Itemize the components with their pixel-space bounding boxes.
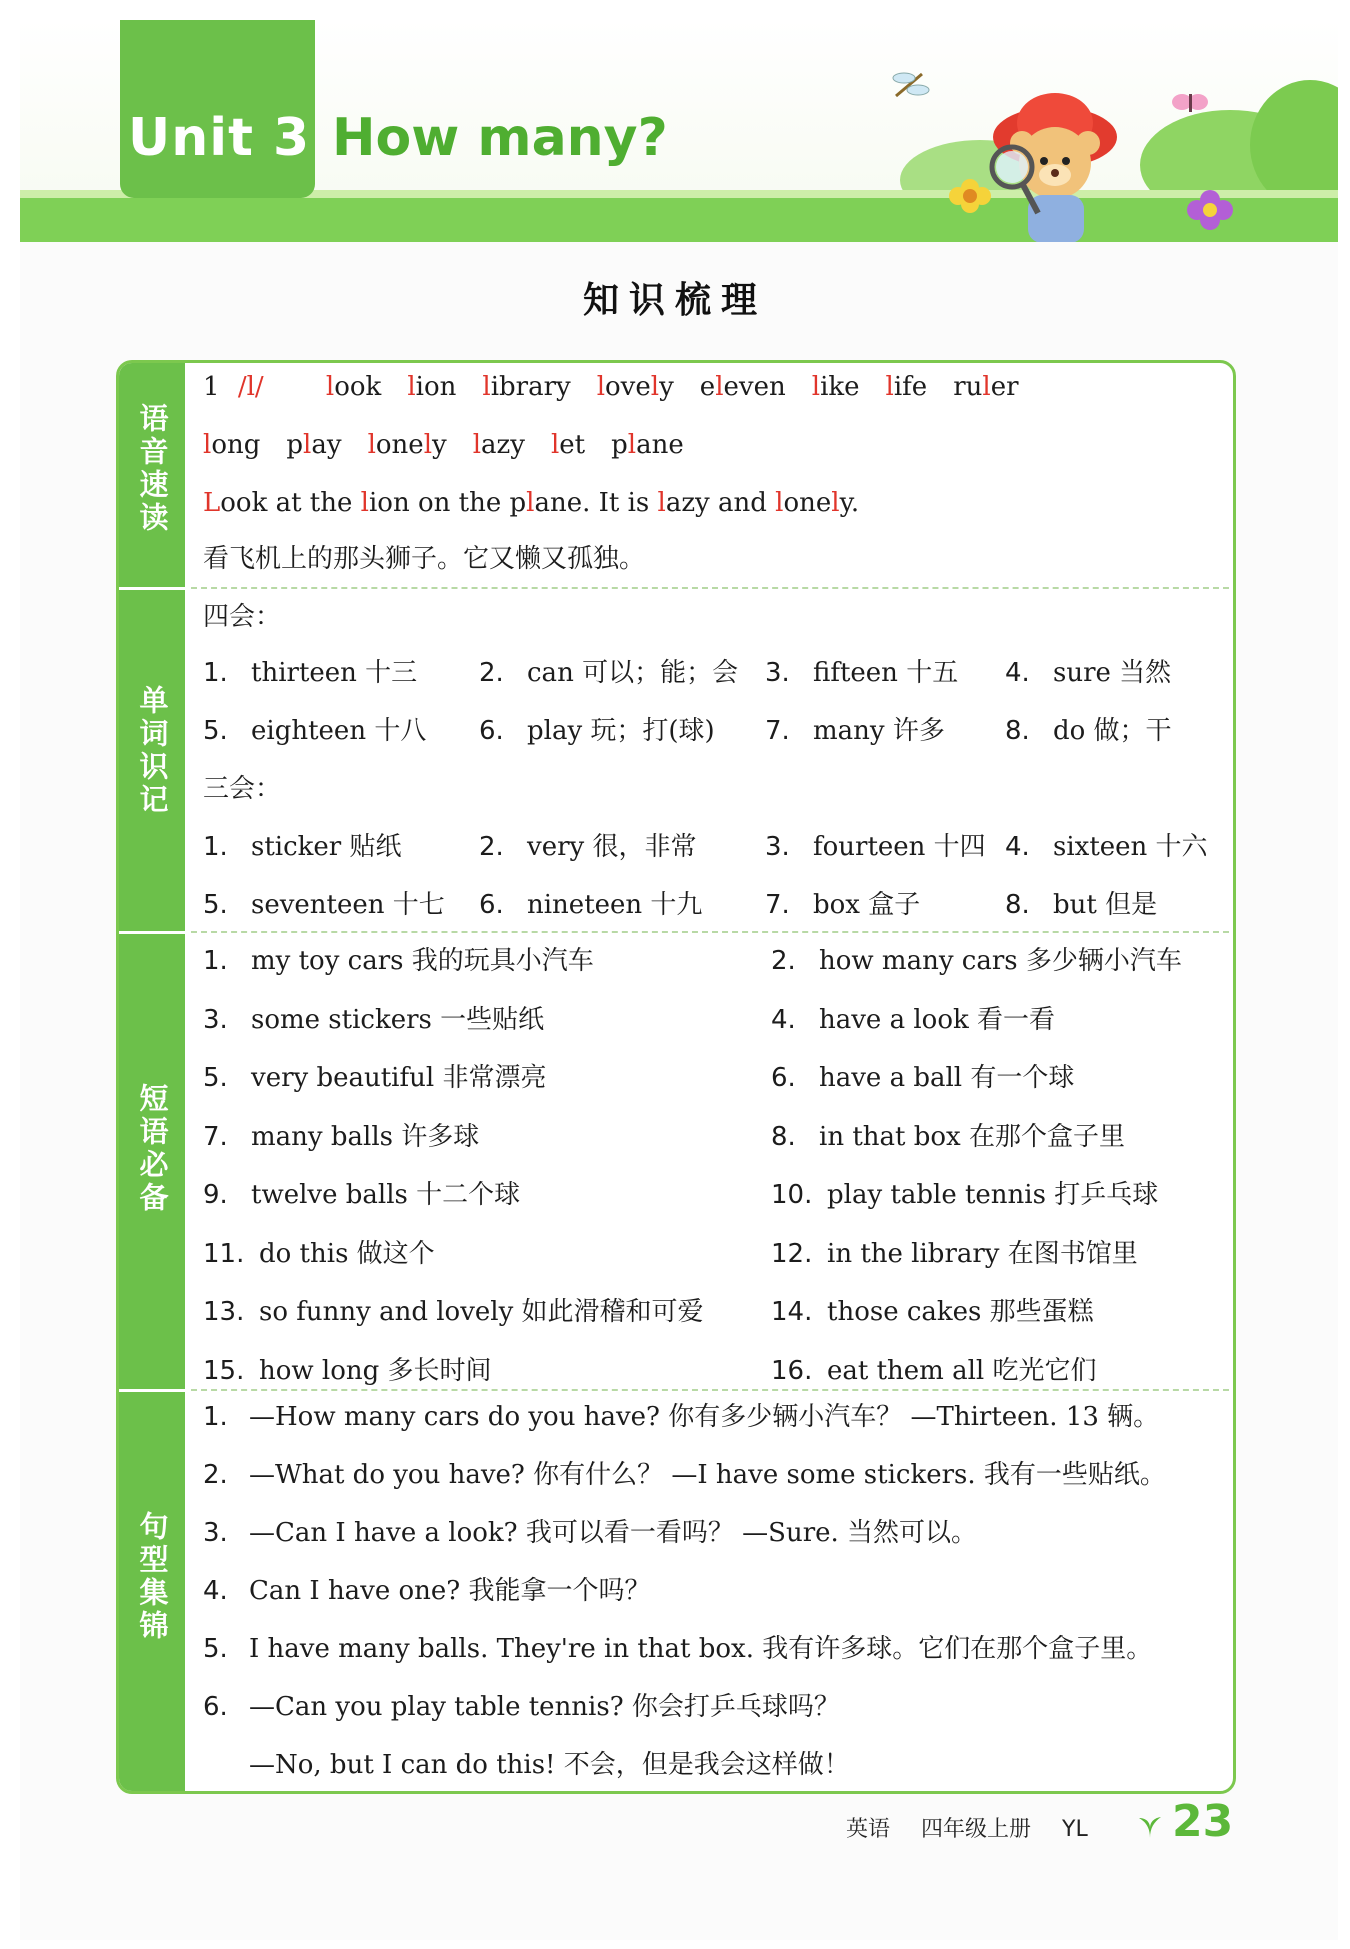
item-text: twelve balls 十二个球: [251, 1180, 521, 1210]
item-number: 5.: [203, 716, 228, 746]
sentence-part: azy and: [665, 488, 776, 518]
item-text: sixteen 十六: [1053, 832, 1208, 862]
phrase-item: [203, 1234, 435, 1274]
footer-edition: YL: [1062, 1817, 1088, 1842]
footer-grade: 四年级上册: [921, 1817, 1032, 1842]
sentence-part: ook at the: [220, 488, 361, 518]
vocab-item: [1005, 711, 1172, 751]
footer-subject: 英语: [846, 1817, 891, 1842]
item-text: eighteen 十八: [251, 716, 427, 746]
vocab-item: [1005, 827, 1208, 867]
sentence-item: [203, 1745, 850, 1785]
phrase-item: [203, 1117, 479, 1157]
phonics-word: [551, 430, 585, 460]
word-part: one: [375, 430, 424, 460]
item-text: sure 当然: [1053, 658, 1172, 688]
word-part: l: [367, 430, 376, 460]
word-part: l: [303, 430, 312, 460]
sentence-item: [203, 1455, 1166, 1495]
word-part: l: [472, 430, 482, 460]
phonics-sentence: [203, 483, 859, 523]
word-part: ay: [311, 430, 342, 460]
item-number: 7.: [203, 1121, 228, 1152]
item-number: 5.: [203, 1634, 228, 1664]
item-text: do this 做这个: [259, 1238, 435, 1269]
item-number: 2.: [479, 832, 504, 862]
item-text: those cakes 那些蛋糕: [827, 1297, 1094, 1327]
item-text: —No, but I can do this! 不会，但是我会这样做！: [249, 1750, 850, 1780]
item-text: some stickers 一些贴纸: [251, 1004, 545, 1035]
phrase-item: [771, 1000, 1055, 1040]
item-text: play table tennis 打乒乓球: [827, 1180, 1159, 1210]
word-part: l: [596, 372, 606, 402]
sentence-part: one: [783, 488, 832, 518]
item-text: very 很，非常: [527, 832, 697, 862]
word-part: l: [203, 430, 212, 460]
butterfly-icon: [1170, 88, 1210, 118]
item-text: have a ball 有一个球: [819, 1063, 1075, 1093]
phonics-word: [326, 372, 381, 402]
item-number: 2.: [771, 946, 796, 976]
word-part: e: [699, 372, 716, 402]
word-part: l: [325, 372, 335, 402]
item-number: 8.: [1005, 890, 1030, 920]
item-number: 3.: [203, 1004, 228, 1035]
phonics-word: [368, 430, 447, 460]
item-text: have a look 看一看: [819, 1004, 1055, 1035]
vocab-item: [1005, 885, 1157, 925]
item-number: 2.: [479, 658, 504, 688]
item-number: 3.: [203, 1518, 228, 1548]
item-number: 7.: [765, 890, 790, 920]
item-number: 9.: [203, 1180, 228, 1210]
phrase-item: [203, 1000, 544, 1040]
item-number: 7.: [765, 716, 790, 746]
sentence-part: y.: [839, 488, 860, 518]
phrase-item: [203, 1351, 492, 1391]
phonics-word: [611, 430, 684, 460]
word-part: p: [286, 430, 304, 460]
phrase-item: [203, 1292, 704, 1332]
word-part: et: [559, 430, 586, 460]
unit-title: How many?: [332, 108, 668, 168]
phrase-item: [771, 941, 1182, 981]
item-number: 4.: [1005, 658, 1030, 688]
item-number: 3.: [765, 658, 790, 688]
item-text: so funny and lovely 如此滑稽和可爱: [259, 1297, 704, 1327]
vocab-item: [203, 711, 426, 751]
phonics-row-1: 1 /l/ look lion library lovely eleven like life ruler: [203, 372, 1019, 402]
item-number: 10.: [771, 1180, 813, 1210]
phrase-item: [203, 941, 594, 981]
item-number: 14.: [771, 1297, 813, 1327]
vocab-item: [479, 711, 715, 751]
phrase-item: [203, 1058, 546, 1098]
item-number: 1.: [203, 946, 228, 976]
phrase-item: [771, 1234, 1138, 1274]
item-text: seventeen 十七: [251, 890, 445, 920]
sentence-item: [203, 1397, 1159, 1437]
item-text: —Can you play table tennis? 你会打乒乓球吗？: [249, 1692, 840, 1722]
sidebar-label-phrases: 短语必备: [135, 1083, 170, 1215]
word-part: er: [990, 372, 1019, 402]
item-text: very beautiful 非常漂亮: [251, 1063, 547, 1093]
sentence-part: ane. It is: [534, 488, 658, 518]
word-part: l: [627, 430, 637, 460]
phrase-item: [203, 1175, 520, 1215]
sentence-item: [203, 1629, 1152, 1669]
item-number: 4.: [1005, 832, 1030, 862]
phonics-word: [597, 372, 674, 402]
sentence-item: [203, 1687, 840, 1727]
item-text: many 许多: [813, 716, 945, 746]
item-number: 12.: [771, 1238, 813, 1269]
word-part: y: [659, 372, 674, 402]
word-part: l: [407, 372, 416, 402]
item-number: 1.: [203, 658, 228, 688]
dragonfly-icon: [888, 66, 934, 102]
word-part: ru: [953, 372, 983, 402]
unit-banner: [20, 20, 1338, 242]
item-number: 16.: [771, 1355, 813, 1386]
sentence-part: l: [657, 488, 666, 518]
item-number: 1.: [203, 832, 228, 862]
item-text: fourteen 十四: [813, 832, 986, 862]
phonics-word: [886, 372, 928, 402]
item-text: sticker 贴纸: [251, 832, 402, 862]
section-title: 知识梳理: [582, 280, 767, 321]
vocab-item: [765, 827, 986, 867]
sentence-item: [203, 1571, 651, 1611]
word-part: y: [432, 430, 447, 460]
item-text: how many cars 多少辆小汽车: [819, 946, 1182, 976]
vocab-item: [479, 885, 702, 925]
item-text: nineteen 十九: [527, 890, 703, 920]
word-part: l: [715, 372, 724, 402]
item-text: many balls 许多球: [251, 1121, 480, 1152]
word-part: l: [885, 372, 894, 402]
phonics-word: [407, 372, 456, 402]
vocab-item: [765, 653, 958, 693]
item-number: 15.: [203, 1355, 245, 1386]
word-part: p: [611, 430, 628, 460]
vocab-item: [203, 827, 402, 867]
item-text: but 但是: [1053, 890, 1158, 920]
word-part: l: [811, 372, 821, 402]
word-part: ibrary: [490, 372, 571, 402]
word-part: ion: [415, 372, 457, 402]
phrase-item: [771, 1175, 1158, 1215]
word-part: ove: [605, 372, 651, 402]
word-part: ike: [820, 372, 860, 402]
phrase-item: [771, 1117, 1125, 1157]
sidebar-label-phonics: 语音速读: [135, 403, 170, 535]
word-part: l: [650, 372, 660, 402]
four-skills-heading: 四会：: [203, 602, 282, 632]
word-part: azy: [481, 430, 525, 460]
word-part: even: [723, 372, 786, 402]
item-text: —What do you have? 你有什么？ —I have some stickers. 我有一些贴纸。: [249, 1460, 1166, 1490]
phonics-translation: 看飞机上的那头狮子。它又懒又孤独。: [203, 544, 646, 574]
word-part: l: [482, 372, 491, 402]
item-text: thirteen 十三: [251, 658, 418, 688]
sentence-part: L: [203, 488, 221, 518]
page-number: 23: [1172, 1796, 1234, 1847]
three-skills-heading: 三会：: [203, 774, 282, 804]
phrase-item: [771, 1292, 1094, 1332]
item-number: 3.: [765, 832, 790, 862]
item-number: 6.: [203, 1692, 228, 1722]
item-number: 4.: [771, 1004, 796, 1035]
sentence-part: ion on the p: [368, 488, 527, 518]
sentence-part: l: [775, 488, 784, 518]
item-number: 8.: [771, 1121, 796, 1152]
phonics-word: [812, 372, 860, 402]
sidebar-label-words: 单词识记: [135, 685, 170, 817]
sentence-part: l: [526, 488, 535, 518]
phonics-row-2: [203, 425, 684, 465]
item-number: 6.: [479, 716, 504, 746]
item-number: 11.: [203, 1238, 245, 1269]
item-number: 5.: [203, 1063, 228, 1093]
item-number: 2.: [203, 1460, 228, 1490]
item-text: Can I have one? 我能拿一个吗？: [249, 1576, 651, 1606]
vocab-item: [479, 827, 696, 867]
word-part: ife: [893, 372, 928, 402]
word-part: ane: [636, 430, 684, 460]
phonics-word: [473, 430, 525, 460]
item-number: 5.: [203, 890, 228, 920]
vocab-item: [203, 653, 417, 693]
page-footer: [846, 1808, 1112, 1852]
flower-decoration: [940, 168, 1000, 228]
item-text: can 可以；能；会: [527, 658, 739, 688]
item-text: how long 多长时间: [259, 1355, 492, 1386]
section-divider: [191, 931, 1229, 933]
item-text: box 盒子: [813, 890, 921, 920]
item-number: 6.: [479, 890, 504, 920]
word-part: ong: [211, 430, 261, 460]
phonics-word: [203, 430, 260, 460]
vocab-item: [203, 885, 445, 925]
item-text: I have many balls. They're in that box. 我有许多球。它们在那个盒子里。: [249, 1634, 1153, 1664]
item-text: fifteen 十五: [813, 658, 959, 688]
sentence-item: [203, 1513, 977, 1553]
section-divider: [191, 587, 1229, 589]
item-text: eat them all 吃光它们: [827, 1355, 1097, 1386]
vocab-item: [479, 653, 738, 693]
leaf-icon: [1136, 1812, 1164, 1840]
item-number: 1.: [203, 1402, 228, 1432]
sidebar-label-sentences: 句型集锦: [135, 1511, 170, 1643]
item-number: 4.: [203, 1576, 228, 1606]
unit-label: Unit 3: [128, 108, 311, 168]
sentence-part: l: [360, 488, 369, 518]
knowledge-summary-box: [116, 360, 1236, 1794]
vocab-item: [765, 711, 945, 751]
item-text: do 做；干: [1053, 716, 1172, 746]
word-part: l: [982, 372, 991, 402]
item-text: in that box 在那个盒子里: [819, 1121, 1125, 1152]
item-number: 6.: [771, 1063, 796, 1093]
sentence-part: l: [831, 488, 840, 518]
word-part: ook: [334, 372, 382, 402]
item-number: 8.: [1005, 716, 1030, 746]
item-text: in the library 在图书馆里: [827, 1238, 1138, 1269]
phrase-item: [771, 1058, 1074, 1098]
phonics-word: [286, 430, 341, 460]
flower-decoration: [1180, 182, 1240, 242]
word-part: l: [550, 430, 560, 460]
item-text: —Can I have a look? 我可以看一看吗？ —Sure. 当然可以。: [249, 1518, 978, 1548]
item-number: 13.: [203, 1297, 245, 1327]
phonics-word: [700, 372, 786, 402]
vocab-item: [765, 885, 920, 925]
phonics-word: [482, 372, 570, 402]
word-part: l: [423, 430, 433, 460]
item-text: my toy cars 我的玩具小汽车: [251, 946, 594, 976]
item-text: —How many cars do you have? 你有多少辆小汽车？ —Thirteen. 13 辆。: [249, 1402, 1160, 1432]
item-text: play 玩；打(球): [527, 716, 715, 746]
vocab-item: [1005, 653, 1171, 693]
phonics-word: [953, 372, 1018, 402]
phrase-item: [771, 1351, 1097, 1391]
